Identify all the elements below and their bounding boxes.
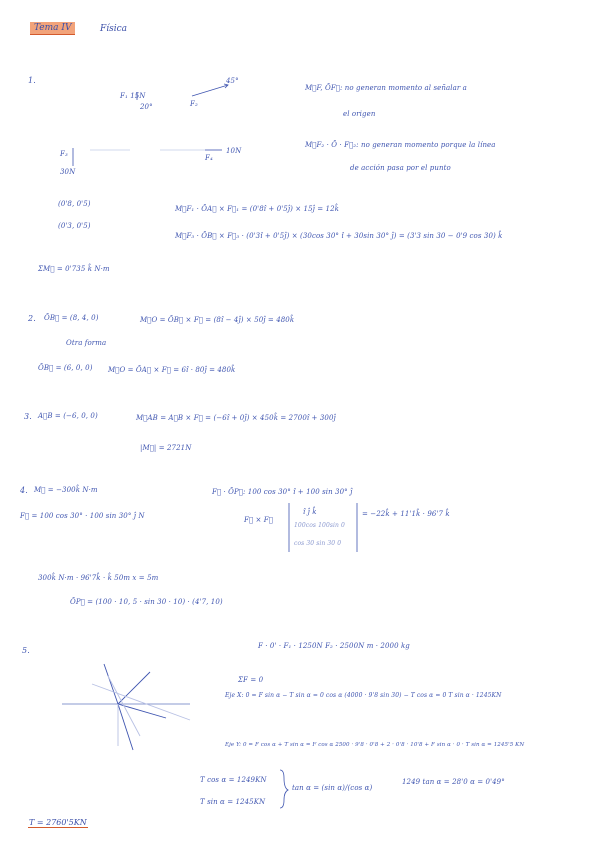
ex1-f1-label: F₁ 15N: [120, 92, 146, 100]
ex4-op: F⃗ · ŌP⃗: 100 cos 30° î + 100 sin 30° ĵ: [212, 488, 353, 496]
ex5-final-answer: T = 2760'5KN: [29, 818, 87, 827]
ex4-cross-label: F⃗ × F⃗: [244, 516, 273, 524]
ex4-op-final: ŌP⃗ = (100 · 10, 5 · sin 30 · 10) · (4'7, 10): [70, 598, 223, 606]
ex2-other-form: Otra forma: [66, 339, 107, 347]
ex1-f2-label: 45°: [226, 77, 239, 85]
ex5-tan: tan α = (sin α)/(cos α): [292, 784, 373, 792]
ex1-point-a: (0'8, 0'5): [58, 200, 91, 208]
ex5-eq-x: Eje X: 0 = F sin α − T sin α = 0 cos α (4000 · 9'8 sin 30) − T cos α = 0 T sin α · 1245KN: [225, 692, 502, 699]
ex5-result: 1249 tan α = 28'0 α = 0'49°: [402, 778, 505, 786]
ex3-moment: M⃗AB = A⃗B × F⃗ = (−6î + 0ĵ) × 450k̂ = 2700î + 300ĵ: [136, 414, 336, 422]
ex4-matrix-row-2: 100cos 100sin 0: [294, 522, 345, 529]
ex2-ob2: ŌB⃗ = (6, 0, 0): [38, 364, 93, 372]
force-weight: [118, 704, 133, 750]
ex5-sum: ΣF = 0: [238, 676, 264, 684]
tema-title: Tema IV: [30, 22, 75, 35]
ex1-result: ΣM⃗ = 0'735 k̂ N·m: [38, 265, 110, 273]
ex3-ab: A⃗B = (−6, 0, 0): [38, 412, 98, 420]
ex1-note2-line2: de acción pasa por el punto: [350, 164, 451, 172]
ex1-f2-sub: F₂: [190, 100, 198, 108]
ex2-ob: ŌB⃗ = (8, 4, 0): [44, 314, 99, 322]
force-T1: [104, 664, 118, 704]
ex5-eq-y: Eje Y: 0 = F cos α + T sin α = F cos α 2500 · 9'8 · 0'8 + 2 · 0'8 · 10'8 + F sin α · 0 · T sin α = 1245'5 KN: [225, 742, 525, 748]
ex1-note2-line1: M⃗F₂ · Ō · F⃗₂: no generan momento porque la línea: [305, 141, 496, 149]
ex1-note1-line2: el origen: [343, 110, 376, 118]
ex1-f1-sub: 20°: [140, 103, 153, 111]
ex1-moment-2: M⃗F₃ · ŌB⃗ × F⃗₃ · (0'3î + 0'5ĵ) × (30cos 30° î + 30sin 30° ĵ) = (3'3 sin 30 − 0'9 cos 30) k̂: [175, 232, 503, 240]
ex5-t-cos: T cos α = 1249KN: [200, 776, 267, 784]
ex1-f3-sub: 30N: [60, 168, 76, 176]
ex1-f4-label: F₄: [205, 154, 213, 162]
ex1-f4-val: 10N: [226, 147, 242, 155]
ex5-number: 5.: [22, 646, 30, 655]
ex5-given: F · 0' · F₁ · 1250N F₂ · 2500N m · 2000 kg: [258, 642, 410, 650]
ex2-moment: M⃗O = ŌB⃗ × F⃗ = (8î − 4ĵ) × 50ĵ = 480k̂: [140, 316, 295, 324]
ex1-f3-label: F₃: [60, 150, 68, 158]
ex4-force: F⃗ = 100 cos 30° · 100 sin 30° ĵ N: [20, 512, 145, 520]
ex1-number: 1.: [28, 76, 36, 85]
ex1-note1-line1: M⃗F, ŌF⃗: no generan momento al señalar a: [305, 84, 467, 92]
ex3-magnitude: |M⃗| = 2721N: [140, 444, 192, 452]
ex5-t-sin: T sin α = 1245KN: [200, 798, 266, 806]
ex4-matrix-row-3: cos 30 sin 30 0: [294, 540, 342, 547]
f2-arrow: [192, 85, 228, 96]
ex4-matrix-row-1: î ĵ k̂: [303, 508, 317, 516]
ex2-moment-2: M⃗O = ŌA⃗ × F⃗ = 6î · 80ĵ = 480k̂: [108, 366, 236, 374]
subject-title: Física: [100, 24, 128, 34]
force-F1: [118, 704, 166, 718]
ex5-free-body-diagram: [62, 664, 190, 750]
ex1-moment-1: M⃗F₁ · ŌA⃗ × F⃗₁ = (0'8î + 0'5ĵ) × 15ĵ = 12k̂: [175, 205, 340, 213]
ex4-moment: M⃗ = −300k̂ N·m: [34, 486, 98, 494]
ex2-number: 2.: [28, 314, 36, 323]
ex4-cross-result: = −22k̂ + 11'1k̂ · 96'7 k̂: [362, 510, 450, 518]
ex4-number: 4.: [20, 486, 28, 495]
ex1-point-b: (0'3, 0'5): [58, 222, 91, 230]
ex4-solve: 300k̂ N·m · 96'7k̂ · k̂ 50m x = 5m: [38, 574, 159, 582]
ex3-number: 3.: [24, 412, 32, 421]
